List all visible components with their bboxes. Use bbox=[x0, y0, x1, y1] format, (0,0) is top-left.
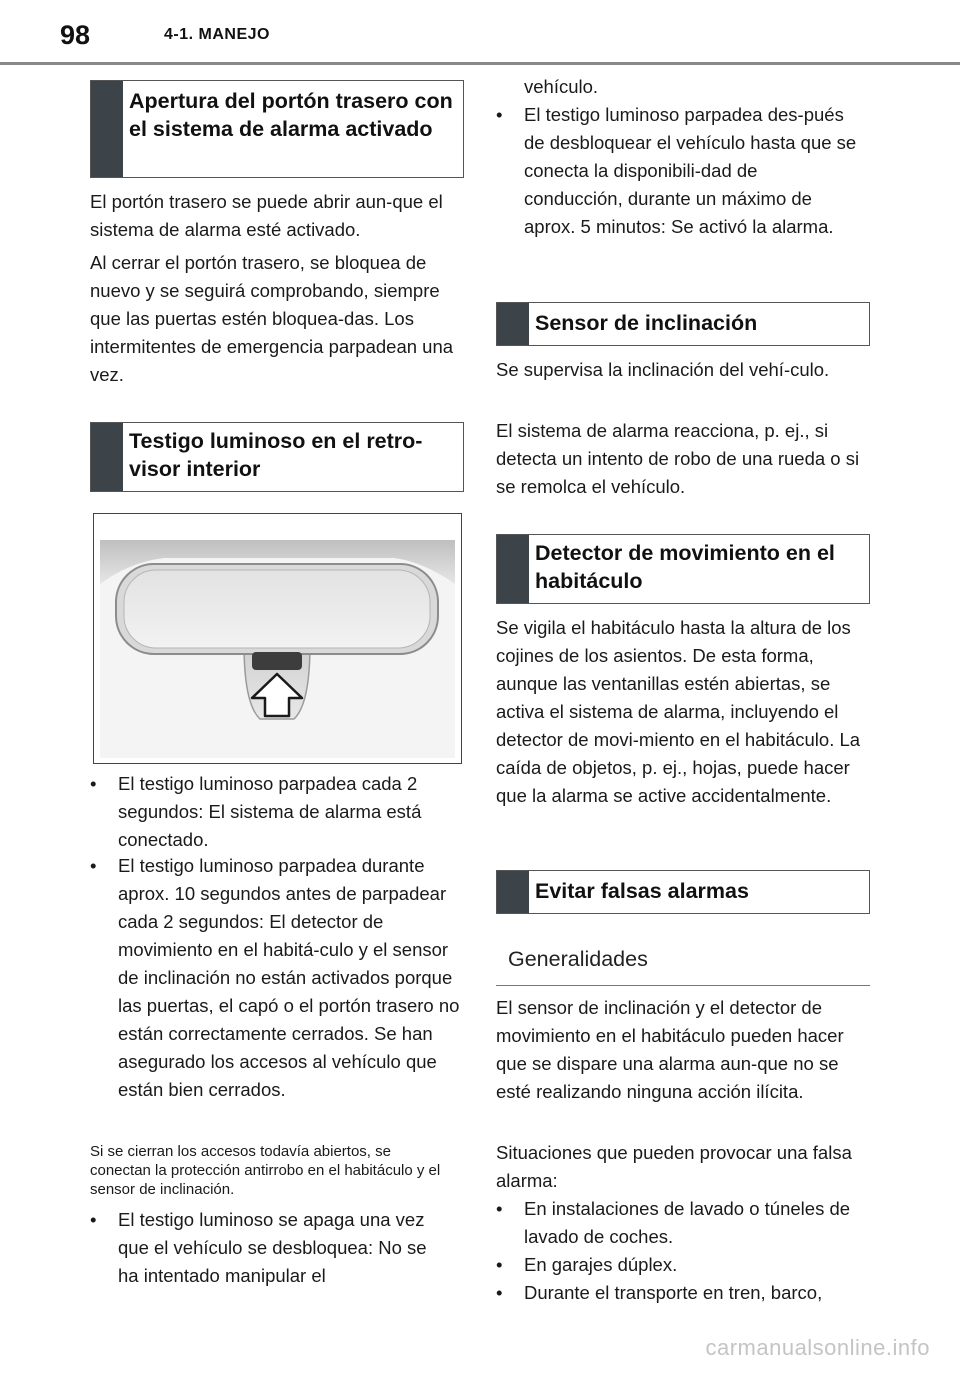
mirror-svg bbox=[94, 514, 461, 763]
list-item bbox=[496, 1251, 866, 1279]
paragraph-situations: Situaciones que pueden provocar una falsa alarma: bbox=[496, 1142, 852, 1191]
section-title: 4-1. MANEJO bbox=[164, 26, 270, 43]
heading-tilt-sensor: Sensor de inclinación bbox=[535, 311, 758, 335]
note-small: Si se cierran los accesos todavía abiertos, se conectan la protección antirrobo en el habitáculo y el sensor de inclinación. bbox=[90, 1143, 441, 1198]
list-item bbox=[496, 1195, 866, 1251]
heading-bar bbox=[91, 423, 123, 491]
bullet-mark: • bbox=[90, 773, 97, 794]
heading-bar bbox=[91, 81, 123, 177]
bullet-mark: • bbox=[496, 1198, 503, 1219]
list-item bbox=[90, 770, 466, 850]
heading-box-false-alarms bbox=[496, 870, 870, 914]
list-item-text: El testigo luminoso parpadea cada 2 segundos: El sistema de alarma está conectado. bbox=[118, 773, 422, 850]
heading-box-tailgate-opening bbox=[90, 80, 464, 178]
subheading-divider bbox=[496, 985, 870, 986]
heading-box-indicator-light bbox=[90, 422, 464, 492]
rearview-mirror-illustration bbox=[93, 513, 462, 764]
site-watermark: carmanualsonline.info bbox=[705, 1335, 930, 1360]
paragraph-tilt-reaction: El sistema de alarma reacciona, p. ej., si detecta un intento de robo de una rueda o si se remolca el vehículo. bbox=[496, 420, 860, 497]
paragraph-tilt-monitor: Se supervisa la inclinación del vehí-culo. bbox=[496, 359, 830, 380]
paragraph-motion-detector: Se vigila el habitáculo hasta la altura de los cojines de los asientos. De esta forma, aunque las ventanillas estén abiertas, se activa el sistema de alarma, incluyendo el detector de movi-miento en el habitáculo. La caída de objetos, p. ej., hojas, puede hacer que la alarma se active accidentalmente. bbox=[496, 617, 861, 806]
subheading-general: Generalidades bbox=[508, 947, 648, 971]
paragraph-false-alarm-cause: El sensor de inclinación y el detector de movimiento en el habitáculo pueden hacer que se dispare una alarma aun-que no se esté realizando ninguna acción ilícita. bbox=[496, 997, 844, 1102]
paragraph-tailgate-open: El portón trasero se puede abrir aun-que el sistema de alarma esté activado. bbox=[90, 191, 443, 240]
list-item-text: En instalaciones de lavado o túneles de lavado de coches. bbox=[524, 1198, 851, 1247]
list-item bbox=[496, 1279, 866, 1307]
heading-tailgate-opening: Apertura del portón trasero con el sistema de alarma activado bbox=[129, 89, 453, 141]
continued-text: vehículo. bbox=[524, 76, 599, 97]
bullet-mark: • bbox=[90, 1209, 97, 1230]
bullet-mark: • bbox=[90, 855, 97, 876]
heading-indicator-light: Testigo luminoso en el retro-visor interior bbox=[129, 429, 423, 481]
list-item bbox=[90, 1206, 452, 1290]
list-item bbox=[90, 852, 466, 1132]
heading-box-tilt-sensor bbox=[496, 302, 870, 346]
list-item bbox=[496, 101, 858, 269]
heading-bar bbox=[497, 303, 529, 345]
page-header bbox=[0, 0, 960, 72]
heading-motion-detector: Detector de movimiento en el habitáculo bbox=[535, 541, 835, 593]
bullet-mark: • bbox=[496, 1282, 503, 1303]
list-item-text: El testigo luminoso parpadea durante aprox. 10 segundos antes de parpadear cada 2 segundos: El detector de movimiento en el habitá-culo y el sensor de inclinación no están activados porque las puertas, el capó o el portón trasero no están correctamente cerrados. Se han asegurado los accesos al vehículo que están bien cerrados. bbox=[118, 855, 460, 1100]
list-item-text: El testigo luminoso se apaga una vez que el vehículo se desbloquea: No se ha intentado manipular el bbox=[118, 1209, 427, 1286]
paragraph-tailgate-close: Al cerrar el portón trasero, se bloquea de nuevo y se seguirá comprobando, siempre que las puertas estén bloquea-das. Los intermitentes de emergencia parpadean una vez. bbox=[90, 252, 454, 385]
heading-bar bbox=[497, 535, 529, 603]
bullet-mark: • bbox=[496, 1254, 503, 1275]
list-item-text: El testigo luminoso parpadea des-pués de desbloquear el vehículo hasta que se conecta la disponibili-dad de conducción, durante un máximo de aprox. 5 minutos: Se activó la alarma. bbox=[524, 104, 857, 237]
list-item-text: En garajes dúplex. bbox=[524, 1254, 678, 1275]
header-divider bbox=[0, 62, 960, 65]
heading-box-motion-detector bbox=[496, 534, 870, 604]
bullet-mark: • bbox=[496, 104, 503, 125]
heading-false-alarms: Evitar falsas alarmas bbox=[535, 879, 749, 903]
list-item-text: Durante el transporte en tren, barco, bbox=[524, 1282, 823, 1303]
page-number: 98 bbox=[60, 20, 91, 50]
heading-bar bbox=[497, 871, 529, 913]
